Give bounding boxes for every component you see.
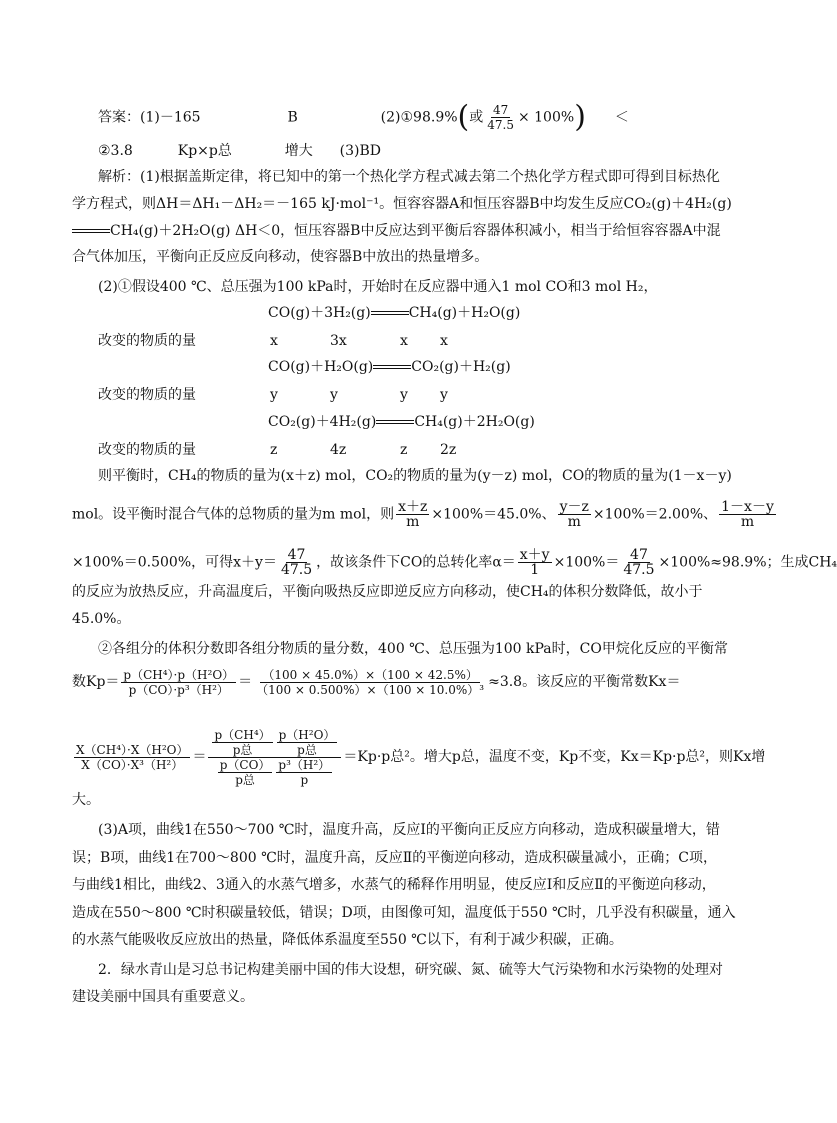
analysis-l13: $\frac{\text{X（CH⁴）·X（H²O）}}{\text{X（CO）·X³（H²）}}$ ＝ $\frac{\text{p（CH⁴）}}{\text{p总}}$ $\frac{\text{p（H²O）}}{\text{p总}}$ $\frac{p(CO)}{\text{p总}}$ $\frac{\text{p³（H²）}}{p}$ ＝Kp·p总²。增大p总，温度不变，Kp不变，Kx＝Kp·p总²，则Kx增 xyxy=(76,728,766,787)
equation-1: CO(g)＋3H₂(g) CH₄(g)＋H₂O(g) xyxy=(268,305,521,321)
analysis-l6: 则平衡时，CH₄的物质的量为(x＋z) mol，CO₂的物质的量为(y－z) mol，CO的物质的量为(1－x－y) xyxy=(98,468,732,484)
analysis-l5: (2)①假设400 ℃、总压强为100 kPa时，开始时在反应器中通入1 mol CO和3 mol H₂， xyxy=(98,279,658,295)
analysis-l16: 误；B项，曲线1在700～800 ℃时，温度升高，反应Ⅱ的平衡逆向移动，造成积碳量减小，正确；C项， xyxy=(72,850,717,866)
analysis-l2: 学方程式，则ΔH＝ΔH₁－ΔH₂＝－165 kJ·mol⁻¹。恒容容器A和恒压容器B中均发生反应CO₂(g)＋4H₂(g) xyxy=(72,196,732,212)
change-row-3: 改变的物质的量 z 4z z 2z xyxy=(98,442,457,458)
answer-b: B xyxy=(287,109,298,126)
equilibrium-arrow xyxy=(72,227,110,235)
equation-2: CO(g)＋H₂O(g) CO₂(g)＋H₂(g) xyxy=(268,359,511,375)
answer-2c: 增大 xyxy=(284,143,313,159)
analysis-l11: ②各组分的体积分数即各组分物质的量分数，400 ℃、总压强为100 kPa时，CO甲烷化反应的平衡常 xyxy=(98,641,728,657)
analysis-l10: 45.0%。 xyxy=(72,611,131,627)
change-row-1: 改变的物质的量 x 3x x x xyxy=(98,333,448,349)
analysis-l12: 数Kp＝ $\frac{\text{p（CH⁴）·p（H²O）}}{\text{p（CO）·p³（H²）}}$ ＝ $\frac{(100 \times 45.0\%)\times(100 \times 42.5\%)}{\text{（100 × 0.500\%）×（100 × 10.0\%）³}}$ ≈3.8。该反应的平衡常数Kx＝ xyxy=(72,668,681,697)
analysis-l3: CH₄(g)＋2H₂O(g) ΔH＜0，恒压容器B中反应达到平衡后容器体积减小，相当于给恒容容器A中混 xyxy=(72,221,721,241)
question-2-l2: 建设美丽中国具有重要意义。 xyxy=(72,989,254,1005)
question-2-l1: 2．绿水青山是习总书记构建美丽中国的伟大设想，研究碳、氮、硫等大气污染物和水污染物的处理对 xyxy=(98,962,723,978)
answer-2b: Kp×p总 xyxy=(177,143,232,159)
answer-alt-post: × 100% xyxy=(517,109,575,126)
answer-fraction: $\frac{47}{47.5}$ xyxy=(487,103,514,132)
analysis-l9: 的反应为放热反应，升高温度后，平衡向吸热反应即逆反应方向移动，使CH₄的体积分数降低，故小于 xyxy=(72,584,703,600)
equation-3: CO₂(g)＋4H₂(g) CH₄(g)＋2H₂O(g) xyxy=(268,414,535,430)
answer-line-1: 答案：(1)－165 B (2)①98.9%(或 $\frac{47}{47.5}$ × 100%) ＜ xyxy=(98,99,629,135)
answer-2a: ②3.8 xyxy=(98,143,133,159)
answer-alt-pre: 或 xyxy=(469,109,484,126)
analysis-l4: 合气体加压，平衡向正反应反向移动，使容器B中放出的热量增多。 xyxy=(72,249,489,265)
change-row-2: 改变的物质的量 y y y y xyxy=(98,387,448,403)
analysis-l19: 的水蒸气能吸收反应放出的热量，降低体系温度至550 ℃以下，有利于减少积碳，正确。 xyxy=(72,932,623,948)
answer-lt: ＜ xyxy=(614,109,629,126)
analysis-l1: 解析：(1)根据盖斯定律，将已知中的第一个热化学方程式减去第二个热化学方程式即可得到目标热化 xyxy=(98,169,720,185)
compound-fraction: $\frac{\text{p（CH⁴）}}{\text{p总}}$ $\frac{\text{p（H²O）}}{\text{p总}}$ $\frac{p(CO)}{\text{p总}}$ $\frac{\text{p³（H²）}}{p}$ xyxy=(208,728,341,787)
analysis-l8: ×100%＝0.500%，可得x＋y＝ $\frac{47}{47.5}$ ，故该条件下CO的总转化率α＝ $\frac{x+y}{1}$ ×100%＝ $\frac{47}{47.5}$ ×100%≈98.9%；生成CH₄ xyxy=(72,547,837,578)
answer-part2: (2)①98.9% xyxy=(380,109,458,126)
answer-label: 答案：(1)－165 xyxy=(98,109,201,126)
analysis-l7: mol。设平衡时混合气体的总物质的量为m mol，则 $\frac{x+z}{m}$ ×100%＝45.0%、 $\frac{y-z}{m}$ ×100%＝2.00%、 $\frac{1-x-y}{m}$ xyxy=(72,499,774,530)
analysis-l18: 造成在550～800 ℃时积碳量较低，错误；D项，由图像可知，温度低于550 ℃时，几乎没有积碳量，通入 xyxy=(72,905,736,921)
answer-2d: (3)BD xyxy=(339,143,382,159)
analysis-l15: (3)A项，曲线1在550～700 ℃时，温度升高，反应Ⅰ的平衡向正反应方向移动，造成积碳量增大，错 xyxy=(98,822,720,838)
answer-line-2 xyxy=(98,141,381,161)
analysis-l14: 大。 xyxy=(72,792,100,808)
analysis-l17: 与曲线1相比，曲线2、3通入的水蒸气增多，水蒸气的稀释作用明显，使反应Ⅰ和反应Ⅱ的平衡逆向移动， xyxy=(72,877,716,893)
